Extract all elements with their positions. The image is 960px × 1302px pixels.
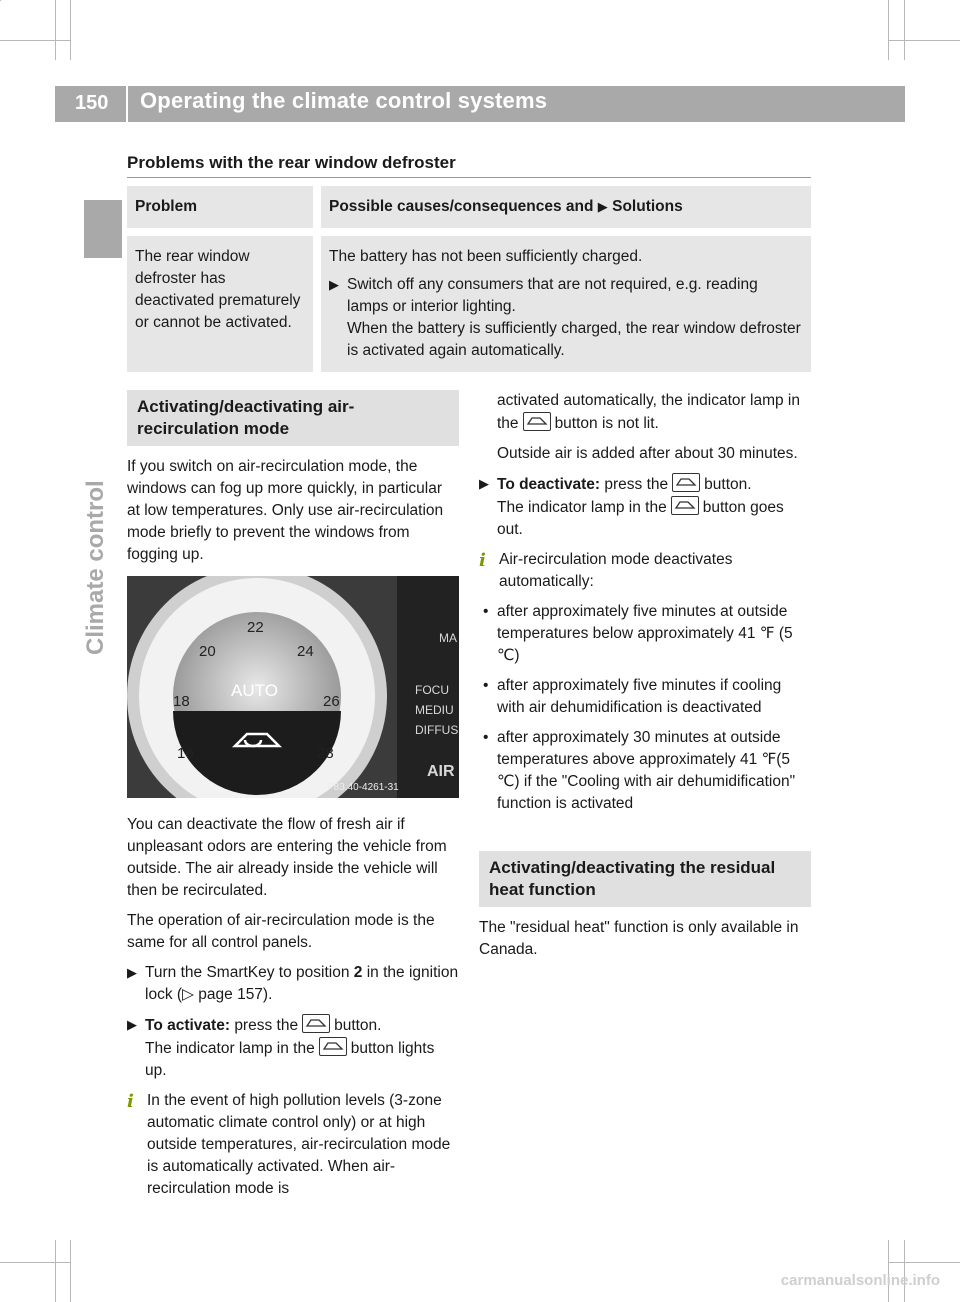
crop-mark (55, 1240, 56, 1302)
right-column (479, 390, 811, 969)
crop-mark (55, 0, 56, 60)
paragraph: activated automatically, the indicator lamp in the button is not lit. (497, 392, 800, 432)
paragraph: If you switch on air-recirculation mode, the windows can fog up more quickly, in particular at low temperatures. Only use air-recirculation mode briefly to prevent the windows from fogging up. (127, 458, 444, 563)
recirculation-button-icon (523, 412, 551, 431)
auto-label: AUTO (231, 681, 278, 700)
list-item: • after approximately 30 minutes at outside temperatures above approximately 41 ℉(5 ℃) if the "Cooling with air dehumidification" function is activated (483, 729, 796, 812)
control-panel-graphic (127, 576, 459, 798)
recirculation-button-icon (672, 473, 700, 492)
temp-label: 22 (247, 619, 264, 636)
temp-label: 28 (317, 745, 334, 762)
section-heading: Activating/deactivating the residual heat function (479, 851, 811, 907)
section-heading: Activating/deactivating air-recirculation mode (127, 390, 459, 446)
page-title: Operating the climate control systems (140, 88, 548, 113)
instruction-step: ▶ To deactivate: press the button. The indicator lamp in the button goes out. (479, 473, 811, 541)
problem-cell: The rear window defroster has deactivated prematurely or cannot be activated. (127, 236, 321, 372)
table-header-solutions: Possible causes/consequences and ▶ Solutions (321, 186, 811, 236)
crop-mark (888, 0, 889, 60)
left-column (127, 390, 459, 1208)
info-note: i Air-recirculation mode deactivates automatically: (479, 550, 733, 590)
crop-mark (888, 40, 960, 41)
paragraph: The operation of air-recirculation mode is the same for all control panels. (127, 912, 435, 951)
temp-label: 18 (173, 693, 190, 710)
chapter-label: Climate control (82, 480, 109, 655)
recirculation-button-icon (302, 1014, 330, 1033)
arrow-icon: ▶ (127, 965, 137, 980)
instruction-step: ▶ Turn the SmartKey to position 2 in the ignition lock (▷ page 157). (127, 964, 459, 1003)
list-item: • after approximately five minutes at outside temperatures below approximately 41 ℉ (5 ℃) (483, 603, 793, 664)
crop-mark (0, 40, 70, 41)
temp-label: 24 (297, 643, 314, 660)
title-rule (127, 177, 811, 178)
info-note: i In the event of high pollution levels (3-zone automatic climate control only) or at high outside temperatures, air-recirculation mode is automatically activated. When air-recirculation mode is (127, 1091, 451, 1197)
panel-label: MEDIU (415, 703, 454, 717)
page-number: 150 (75, 92, 109, 114)
arrow-icon: ▶ (597, 199, 608, 214)
info-icon: i (127, 1091, 134, 1112)
section-title: Problems with the rear window defroster (127, 153, 456, 172)
bullet-icon: • (483, 603, 489, 620)
paragraph: You can deactivate the flow of fresh air if unpleasant odors are entering the vehicle from outside. The air already inside the vehicle will then be recirculated. (127, 816, 447, 899)
temp-label: 16 (177, 745, 194, 762)
paragraph: Outside air is added after about 30 minutes. (497, 445, 798, 462)
bullet-icon: • (483, 677, 489, 694)
instruction-step: ▶ To activate: press the button. The indicator lamp in the button lights up. (127, 1014, 459, 1082)
page-ref-icon: ▷ (182, 986, 194, 1003)
solution-step: ▶ Switch off any consumers that are not required, e.g. reading lamps or interior lighting. When the battery is sufficiently charged, the rear window defroster is activated again automatically. (329, 276, 801, 359)
list-item: • after approximately five minutes if cooling with air dehumidification is deactivated (483, 677, 782, 716)
panel-label: MA (439, 631, 457, 645)
image-code: P83.40-4261-31 (327, 782, 399, 793)
arrow-icon: ▶ (479, 476, 489, 491)
arrow-icon: ▶ (127, 1017, 137, 1032)
panel-label: AIR (427, 763, 455, 780)
crop-mark (904, 0, 905, 60)
crop-mark (70, 0, 71, 60)
temp-label: 20 (199, 643, 216, 660)
crop-mark (70, 1240, 71, 1302)
arrow-icon: ▶ (329, 277, 339, 292)
problems-table (127, 186, 811, 372)
bullet-icon: • (483, 729, 489, 746)
solution-cell (321, 236, 811, 372)
chapter-tab (84, 200, 122, 258)
temp-label: 26 (323, 693, 340, 710)
panel-label: FOCU (415, 683, 449, 697)
paragraph: The "residual heat" function is only available in Canada. (479, 919, 799, 958)
recirculation-button-icon (319, 1037, 347, 1056)
recirculation-button-icon (671, 496, 699, 515)
climate-control-image (127, 576, 459, 798)
header-divider (126, 58, 128, 122)
crop-mark (0, 1262, 70, 1263)
table-header-problem: Problem (127, 186, 321, 236)
panel-label: DIFFUS (415, 723, 459, 737)
crop-mark (888, 1262, 960, 1263)
footer-watermark: carmanualsonline.info (780, 1272, 940, 1289)
cause-text: The battery has not been sufficiently charged. (329, 248, 643, 265)
info-icon: i (479, 550, 486, 571)
